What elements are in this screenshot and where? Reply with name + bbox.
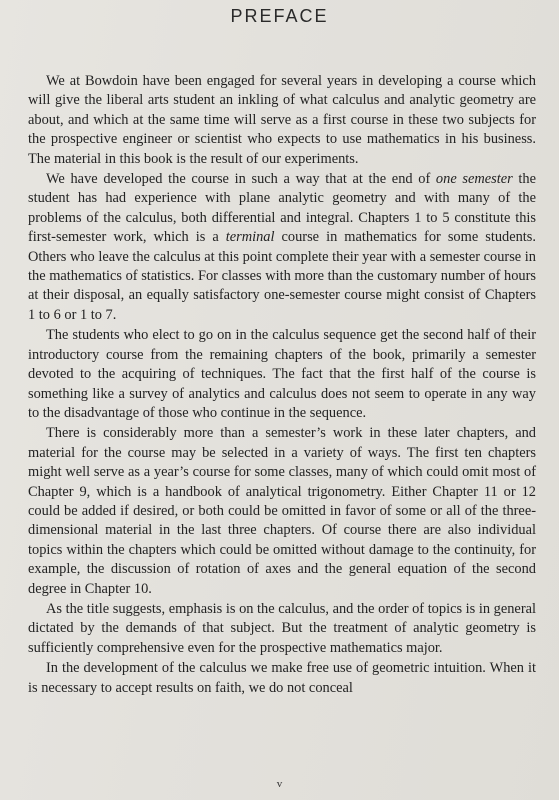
page-title: PREFACE: [230, 6, 329, 26]
paragraph-text: As the title suggests, emphasis is on the calculus, and the order of topics is in general dictated by the demands of that subject. But the treatment of analytic geometry is sufficiently comprehensive even for the prospective mathematics major.: [28, 600, 536, 656]
paragraph-5: [28, 600, 536, 658]
paragraph-text: There is considerably more than a semester’s work in these later chapters, and material for the course may be selected in a variety of ways. The first ten chapters might well serve as a year’s course for some classes, many of which could omit most of Chapter 9, which is a handbook of analytical trigonometry. Either Chapter 11 or 12 could be added if desired, or both could be omitted in favor of some or all of the three-dimensional material in the last three chapters. Of course there are also individual topics within the chapters which could be omitted without damage to the continuity, for example, the discussion of rotation of axes and the general equation of the second degree in Chapter 10.: [28, 425, 536, 597]
paragraph-4: [28, 424, 536, 599]
preface-body: [28, 72, 536, 698]
paragraph-2: [28, 170, 536, 325]
paragraph-3: [28, 326, 536, 423]
emphasis-text: terminal: [225, 229, 275, 246]
page-number: v: [276, 778, 283, 790]
paragraph-text: We at Bowdoin have been engaged for several years in developing a course which will give the liberal arts student an inkling of what calculus and analytic geometry are about, and which at the same time will serve as a first course in these two subjects for the prospective engineer or scientist who expects to use mathematics in his business. The material in this book is the result of our experiments.: [28, 73, 536, 167]
paragraph-text: The students who elect to go on in the calculus sequence get the second half of their introductory course from the remaining chapters of the book, primarily a semester devoted to the acquiring of techniques. The fact that the first half of the course is something like a survey of analytics and calculus does not seem to operate in any way to the disadvantage of those who continue in the sequence.: [28, 327, 536, 421]
paragraph-text: We have developed the course in such a way that at the end of: [46, 171, 436, 188]
paragraph-text: In the development of the calculus we make free use of geometric intuition. When it is necessary to accept results on faith, we do not conceal: [28, 660, 536, 696]
paragraph-text: the student has had experience with plane analytic geometry and with many of the problems of the calculus, both differential and integral. Chapters 1 to 5 constitute this first-semester work, which is a: [28, 171, 536, 246]
paragraph-1: [28, 72, 536, 169]
emphasis-text: one semester: [435, 171, 513, 188]
paragraph-6: [28, 659, 536, 698]
paragraph-text: course in mathematics for some students. Others who leave the calculus at this point complete their year with a semester course in the mathematics of statistics. For classes with more than the customary number of hours at their disposal, an equally satisfactory one-semester course might consist of Chapters 1 to 6 or 1 to 7.: [28, 229, 536, 323]
